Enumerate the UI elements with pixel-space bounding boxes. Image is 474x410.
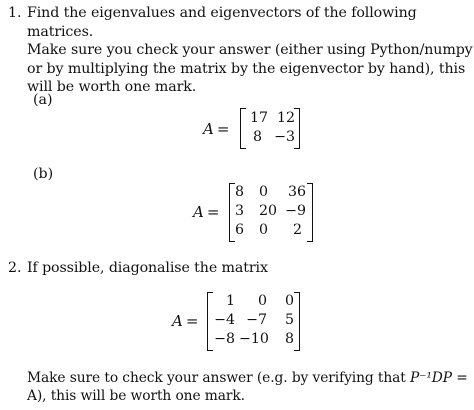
matrix-cell: 0	[257, 293, 267, 309]
matrix-cell: 17	[249, 110, 268, 126]
matrix-cell: 12	[276, 110, 295, 126]
question-1-line: or by multiplying the matrix by the eigenvector by hand), this	[27, 60, 466, 77]
matrix-cell: 1	[225, 293, 235, 309]
matrix-symbol: A	[172, 312, 183, 330]
question-2-text: If possible, diagonalise the matrix	[27, 260, 268, 276]
matrix-cell: 36	[287, 184, 306, 200]
right-bracket	[294, 292, 300, 351]
matrix-cell: −4	[214, 312, 235, 328]
matrix-cell: 2	[292, 222, 302, 238]
part-a-matrix	[240, 108, 300, 149]
question-1-text	[27, 4, 474, 97]
question-2-matrix	[207, 292, 300, 351]
question-1-number: 1.	[8, 5, 22, 21]
right-bracket	[307, 183, 313, 242]
part-b-label: (b)	[33, 166, 54, 182]
part-a-lhs	[203, 120, 229, 138]
equals-sign: =	[185, 312, 199, 330]
matrix-cell: 5	[284, 312, 294, 328]
equals-sign: =	[216, 120, 230, 138]
matrix-cell: 8	[284, 331, 294, 347]
matrix-cell: 0	[284, 293, 294, 309]
part-b-matrix	[229, 183, 313, 242]
part-a-label: (a)	[33, 92, 53, 108]
matrix-symbol: A	[193, 203, 204, 221]
matrix-cell: 0	[258, 222, 268, 238]
part-b-lhs	[193, 203, 219, 221]
question-2-lhs	[172, 312, 198, 330]
matrix-cell: −8	[214, 331, 235, 347]
matrix-cell: −10	[239, 331, 269, 347]
question-1-line: Find the eigenvalues and eigenvectors of the following matrices.	[27, 5, 417, 40]
question-2-check-line-1	[27, 369, 468, 388]
question-2-number: 2.	[8, 260, 22, 276]
matrix-cell: −7	[246, 312, 267, 328]
check-text: Make sure to check your answer (e.g. by verifying that	[27, 370, 410, 386]
check-formula: P⁻¹DP =	[410, 370, 468, 386]
matrix-cell: −3	[274, 129, 295, 145]
matrix-cell: 6	[234, 222, 244, 238]
matrix-cell: 8	[234, 184, 244, 200]
question-1-line: will be worth one mark.	[27, 79, 197, 95]
matrix-cell: 8	[252, 129, 262, 145]
matrix-cell: 0	[258, 184, 268, 200]
equals-sign: =	[206, 203, 220, 221]
matrix-cell: 20	[258, 203, 277, 219]
question-1-line: Make sure you check your answer (either using Python/numpy	[27, 42, 473, 58]
matrix-cell: 3	[234, 203, 244, 219]
matrix-symbol: A	[203, 120, 214, 138]
question-2-check-line-2: A), this will be worth one mark.	[27, 388, 245, 404]
matrix-cell: −9	[285, 203, 306, 219]
